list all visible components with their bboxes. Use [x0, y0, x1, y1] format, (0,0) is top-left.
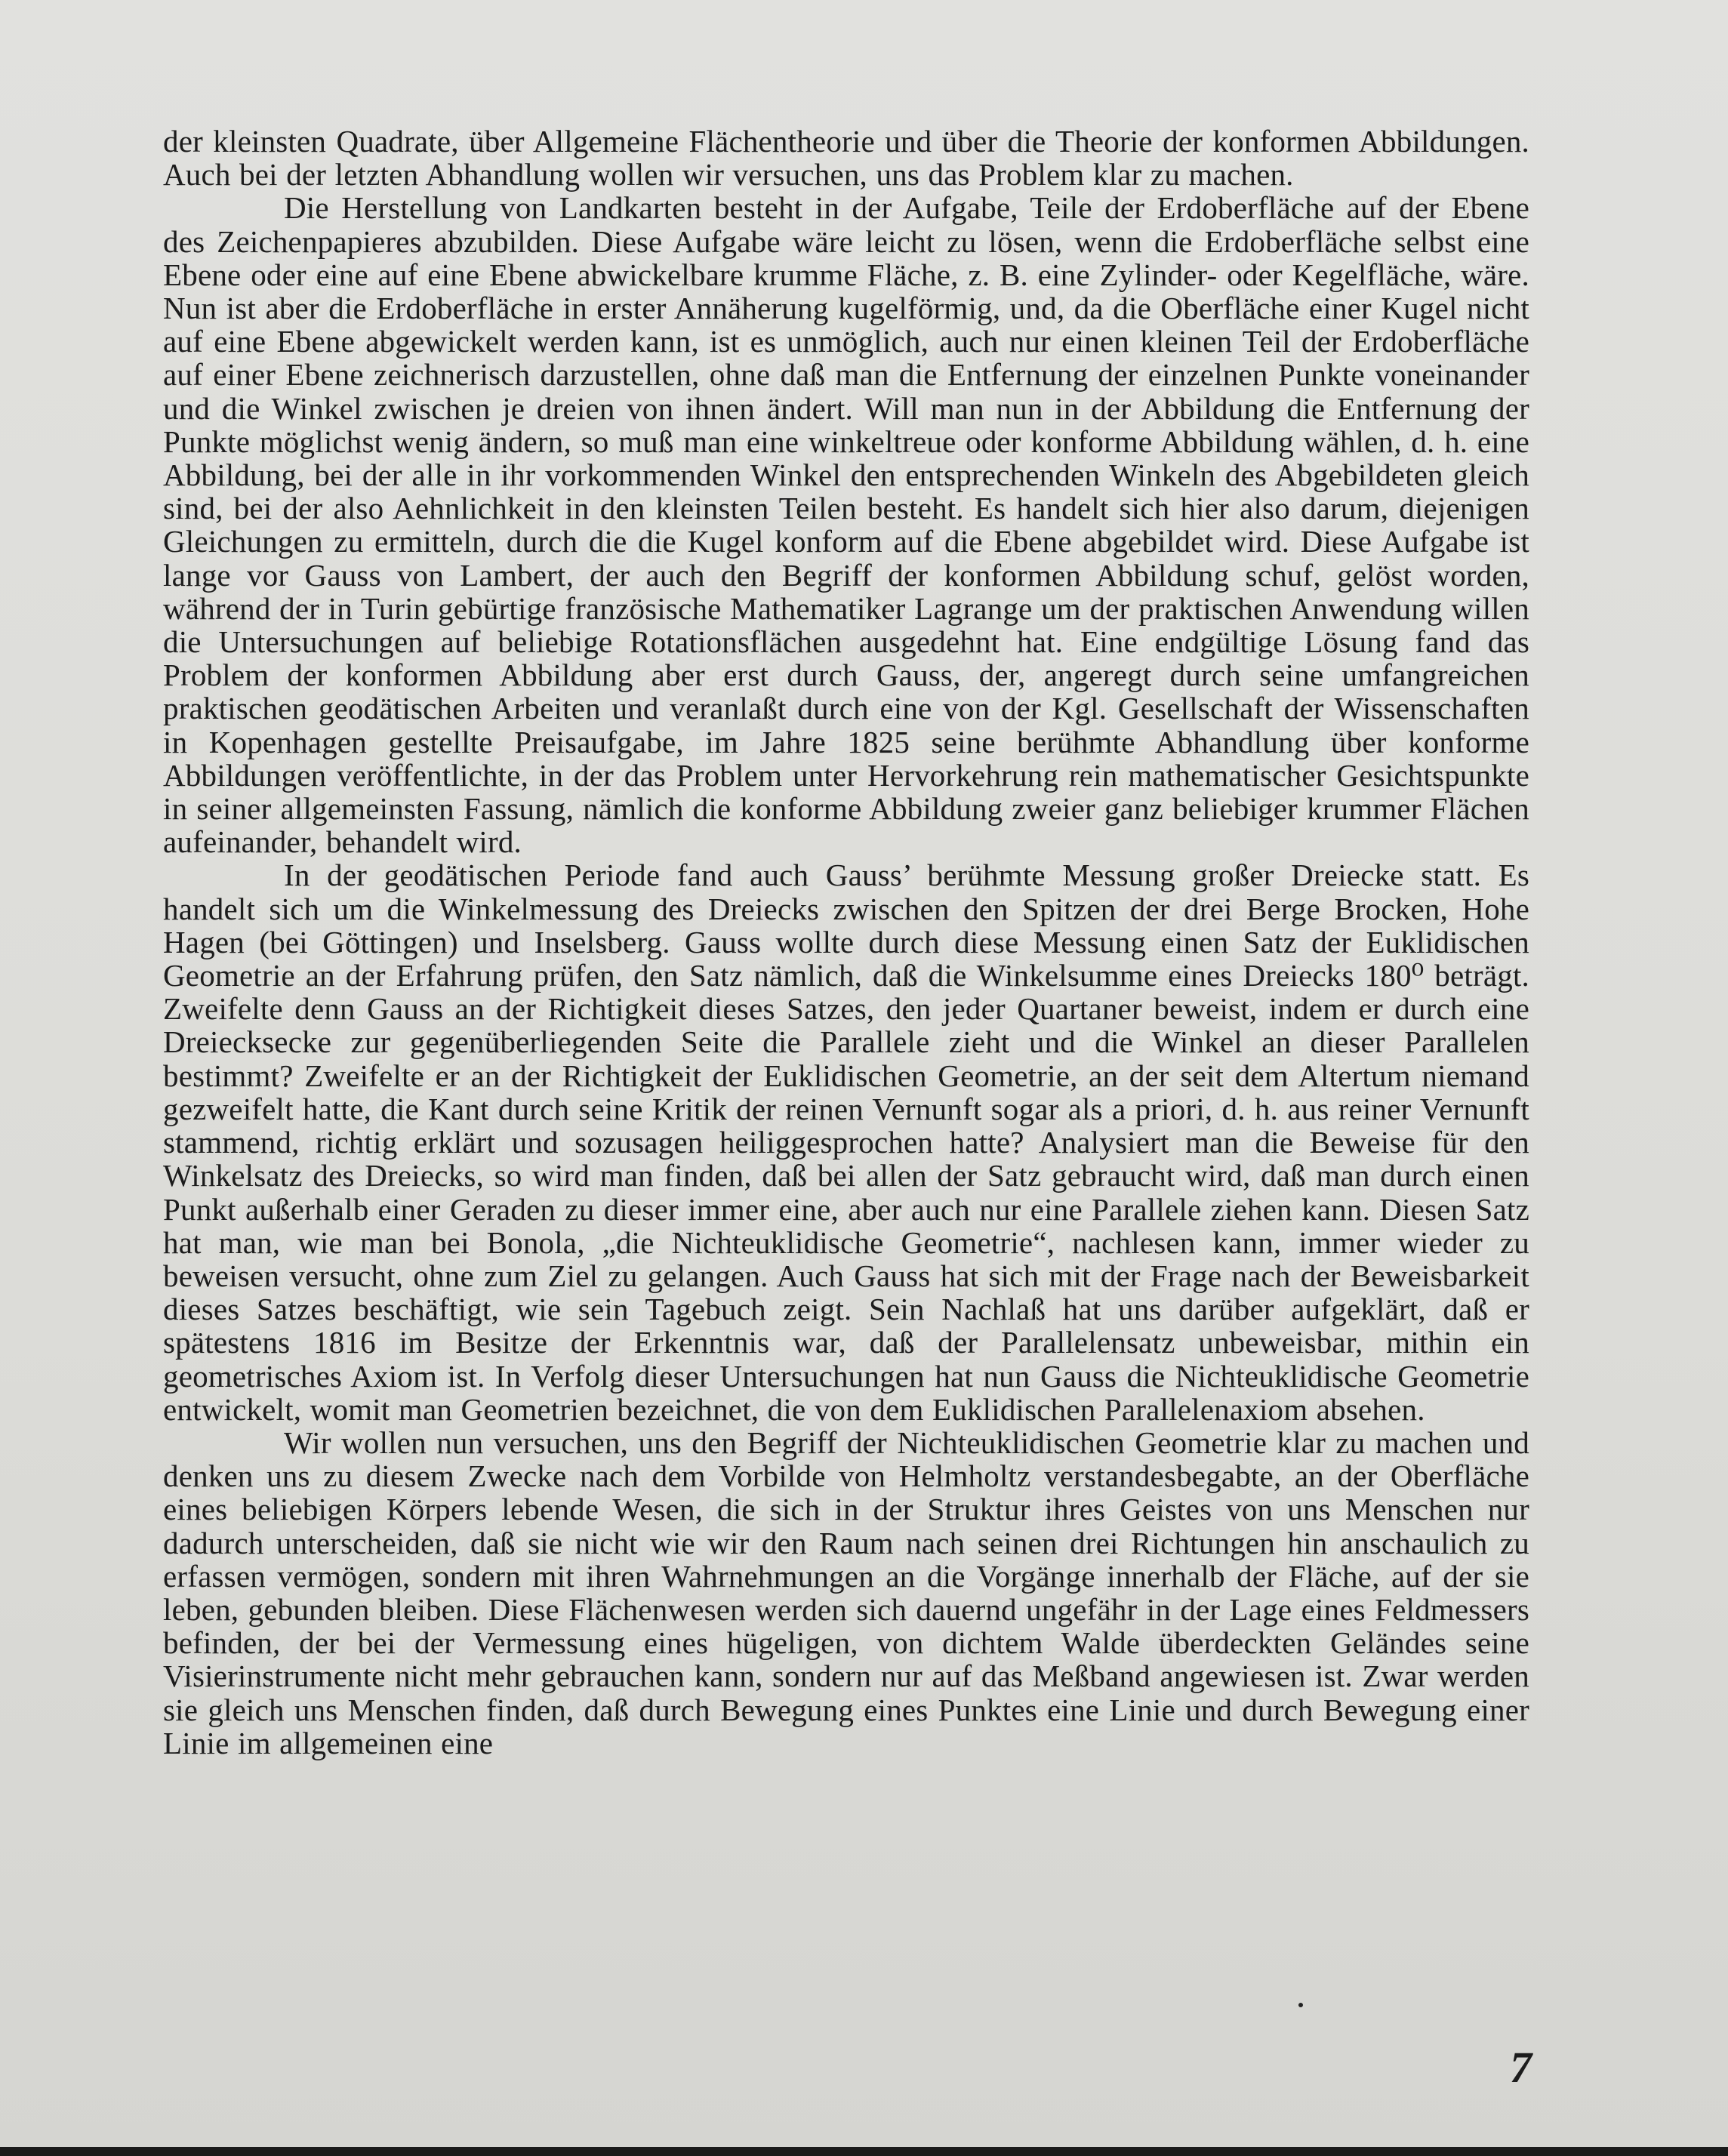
page-number: 7 [1510, 2043, 1532, 2092]
paragraph-4: Wir wollen nun versuchen, uns den Begriff der Nichteuklidischen Geometrie klar zu machen und denken uns zu diesem Zwecke nach dem Vorbilde von Helmholtz verstandesbegabte, an der Oberfläche eines beliebigen Körpers lebende Wesen, die sich in der Struktur ihres Geistes von uns Menschen nur dadurch unterscheiden, daß sie nicht wie wir den Raum nach seinen drei Richtungen hin anschaulich zu erfassen vermögen, sondern mit ihren Wahrnehmungen an die Vorgänge innerhalb der Fläche, auf der sie leben, gebunden bleiben. Diese Flächenwesen werden sich dauernd ungefähr in der Lage eines Feldmessers befinden, der bei der Vermessung eines hügeligen, von dichtem Walde überdeckten Geländes seine Visierinstrumente nicht mehr gebrauchen kann, sondern nur auf das Meßband angewiesen ist. Zwar werden sie gleich uns Menschen finden, daß durch Bewegung eines Punktes eine Linie und durch Bewegung einer Linie im allgemeinen eine [163, 1424, 1529, 1760]
paragraph-2: Die Herstellung von Landkarten besteht in der Aufgabe, Teile der Erdoberfläche auf der Ebene des Zeichenpapieres abzubilden. Diese Aufgabe wäre leicht zu lösen, wenn die Erdoberfläche selbst eine Ebene oder eine auf eine Ebene abwickelbare krumme Fläche, z. B. eine Zylinder- oder Kegelfläche, wäre. Nun ist aber die Erdoberfläche in erster Annäherung kugelförmig, und, da die Oberfläche einer Kugel nicht auf eine Ebene abgewickelt werden kann, ist es unmöglich, auch nur einen kleinen Teil der Erdoberfläche auf einer Ebene zeichnerisch darzustellen, ohne daß man die Entfernung der einzelnen Punkte voneinander und die Winkel zwischen je dreien von ihnen ändert. Will man nun in der Abbildung die Entfernung der Punkte möglichst wenig ändern, so muß man eine winkeltreue oder konforme Abbildung wählen, d. h. eine Abbildung, bei der alle in ihr vorkommenden Winkel den entsprechenden Winkeln des Abgebildeten gleich sind, bei der also Aehnlichkeit in den kleinsten Teilen besteht. Es handelt sich hier also darum, diejenigen Gleichungen zu ermitteln, durch die die Kugel konform auf die Ebene abgebildet wird. Diese Aufgabe ist lange vor Gauss von Lambert, der auch den Begriff der konformen Abbildung schuf, gelöst worden, während der in Turin gebürtige französische Mathematiker Lagrange um der praktischen Anwendung willen die Untersuchungen auf beliebige Rotationsflächen ausgedehnt hat. Eine endgültige Lösung fand das Problem der konformen Abbildung aber erst durch Gauss, der, angeregt durch seine umfangreichen praktischen geodätischen Arbeiten und veranlaßt durch eine von der Kgl. Gesellschaft der Wissenschaften in Kopenhagen gestellte Preisaufgabe, im Jahre 1825 seine berühmte Abhandlung über konforme Abbildungen veröffentlichte, in der das Problem unter Hervorkehrung rein mathematischer Gesichtspunkte in seiner allgemeinsten Fassung, nämlich die konforme Abbildung zweier ganz beliebiger krummer Flächen aufeinander, behandelt wird. [163, 190, 1529, 860]
page-bottom-edge [0, 2147, 1728, 2156]
ink-speck [1298, 2003, 1303, 2007]
paragraph-3: In der geodätischen Periode fand auch Gauss’ berühmte Messung großer Dreiecke statt. Es handelt sich um die Winkelmessung des Dreiecks zwischen den Spitzen der drei Berge Brocken, Hohe Hagen (bei Göttingen) und Inselsberg. Gauss wollte durch diese Messung einen Satz der Euklidischen Geometrie an der Erfahrung prüfen, den Satz nämlich, daß die Winkelsumme eines Dreiecks 180⁰ beträgt. Zweifelte denn Gauss an der Richtigkeit dieses Satzes, den jeder Quartaner beweist, indem er durch eine Dreiecksecke zur gegenüberliegenden Seite die Parallele zieht und die Winkel an dieser Parallelen bestimmt? Zweifelte er an der Richtigkeit der Euklidischen Geometrie, an der seit dem Altertum niemand gezweifelt hatte, die Kant durch seine Kritik der reinen Vernunft sogar als a priori, d. h. aus reiner Vernunft stammend, richtig erklärt und sozusagen heiliggesprochen hatte? Analysiert man die Beweise für den Winkelsatz des Dreiecks, so wird man finden, daß bei allen der Satz gebraucht wird, daß man durch einen Punkt außerhalb einer Geraden zu dieser immer eine, aber auch nur eine Parallele ziehen kann. Diesen Satz hat man, wie man bei Bonola, „die Nichteuklidische Geometrie“, nachlesen kann, immer wieder zu beweisen versucht, ohne zum Ziel zu gelangen. Auch Gauss hat sich mit der Frage nach der Beweisbarkeit dieses Satzes beschäftigt, wie sein Tagebuch zeigt. Sein Nachlaß hat uns darüber aufgeklärt, daß er spätestens 1816 im Besitze der Erkenntnis war, daß der Parallelensatz unbeweisbar, mithin ein geometrisches Axiom ist. In Verfolg dieser Untersuchungen hat nun Gauss die Nichteuklidische Geometrie entwickelt, womit man Geometrien bezeichnet, die von dem Euklidischen Parallelenaxiom absehen. [163, 858, 1529, 1427]
body-text [163, 125, 1529, 1760]
paragraph-1: der kleinsten Quadrate, über Allgemeine Flächentheorie und über die Theorie der konformen Abbildungen. Auch bei der letzten Abhandlung wollen wir versuchen, uns das Problem klar zu machen. [163, 124, 1529, 192]
